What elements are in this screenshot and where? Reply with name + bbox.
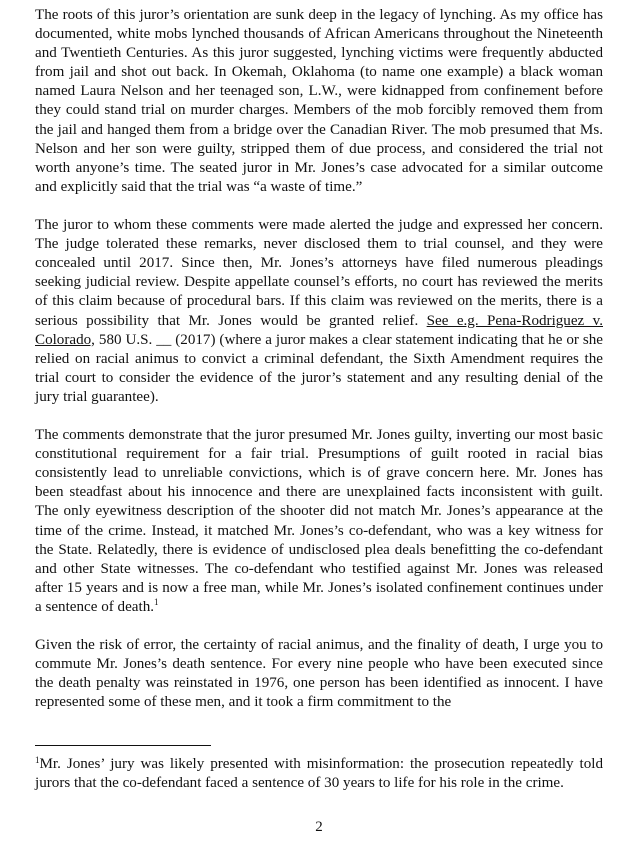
footnote-reference[interactable]: 1 [154, 596, 159, 607]
letter-body [35, 6, 603, 712]
footnote [35, 755, 603, 792]
paragraph-juror-comments-text: The juror to whom these comments were made alerted the judge and expressed her concern. The judge tolerated these remarks, never disclosed them to trial counsel, and they were concealed until 2017. Since then, Mr. Jones’s attorneys have filed numerous pleadings seeking judicial review. Despite appellate counsel’s efforts, no court has reviewed the merits of this claim because of procedural bars. If this claim was reviewed on the merits, there is a serious possibility that Mr. Jones would be granted relief. [35, 217, 603, 329]
paragraph-lynching-legacy: The roots of this juror’s orientation are sunk deep in the legacy of lynching. As my office has documented, white mobs lynched thousands of African Americans throughout the Nineteenth and Twentieth Centuries. As this juror suggested, lynching victims were frequently abducted from jail and shot out back. In Okemah, Oklahoma (to name one example) a black woman named Laura Nelson and her teenaged son, L.W., were kidnapped from confinement before they could stand trial on murder charges. Members of the mob forcibly removed them from the jail and hanged them from a bridge over the Canadian River. The mob presumed that Ms. Nelson and her son were guilty, stripped them of due process, and considered the trial not worth anyone’s time. The seated juror in Mr. Jones’s case advocated for a similar outcome and explicitly said that the trial was “a waste of time.” [35, 7, 603, 195]
case-citation-link[interactable]: See e.g. Pena-Rodriguez v. Colorado, [35, 312, 603, 348]
footnote-divider [35, 745, 211, 746]
paragraph-commute-request: Given the risk of error, the certainty of racial animus, and the finality of death, I urge you to commute Mr. Jones’s death sentence. For every nine people who have been executed since the death penalty was reinstated in 1976, one person has been identified as innocent. I have represented some of these men, and it took a firm commitment to the [35, 637, 603, 711]
footnote-text: Mr. Jones’ jury was likely presented with misinformation: the prosecution repeatedly told jurors that the co-defendant faced a sentence of 30 years to life for his role in the crime. [35, 756, 603, 791]
paragraph-juror-comments-cont: 580 U.S. __ (2017) (where a juror makes a clear statement indicating that he or she relied on racial animus to convict a criminal defendant, the Sixth Amendment requires the trial court to consider the evidence of the juror’s statement and any resulting denial of the jury trial guarantee). [35, 331, 603, 405]
paragraph-juror-comments [35, 216, 603, 407]
paragraph-presumption-guilt-text: The comments demonstrate that the juror presumed Mr. Jones guilty, inverting our most basic constitutional requirement for a fair trial. Presumptions of guilt rooted in racial bias consistently lead to unreliable convictions, which is of grave concern here. Mr. Jones has been steadfast about his innocence and there are unexplained facts inconsistent with guilt. The only eyewitness description of the shooter did not match Mr. Jones’s appearance at the time of the crime. Instead, it matched Mr. Jones’s co-defendant, who was a key witness for the State. Relatedly, there is evidence of undisclosed plea deals benefitting the co-defendant and other State witnesses. The co-defendant who testified against Mr. Jones was released after 15 years and is now a free man, while Mr. Jones’s isolated confinement continues under a sentence of death. [35, 427, 603, 615]
footnote-marker: 1 [35, 755, 40, 765]
paragraph-presumption-guilt [35, 426, 603, 617]
page-number: 2 [315, 819, 323, 835]
